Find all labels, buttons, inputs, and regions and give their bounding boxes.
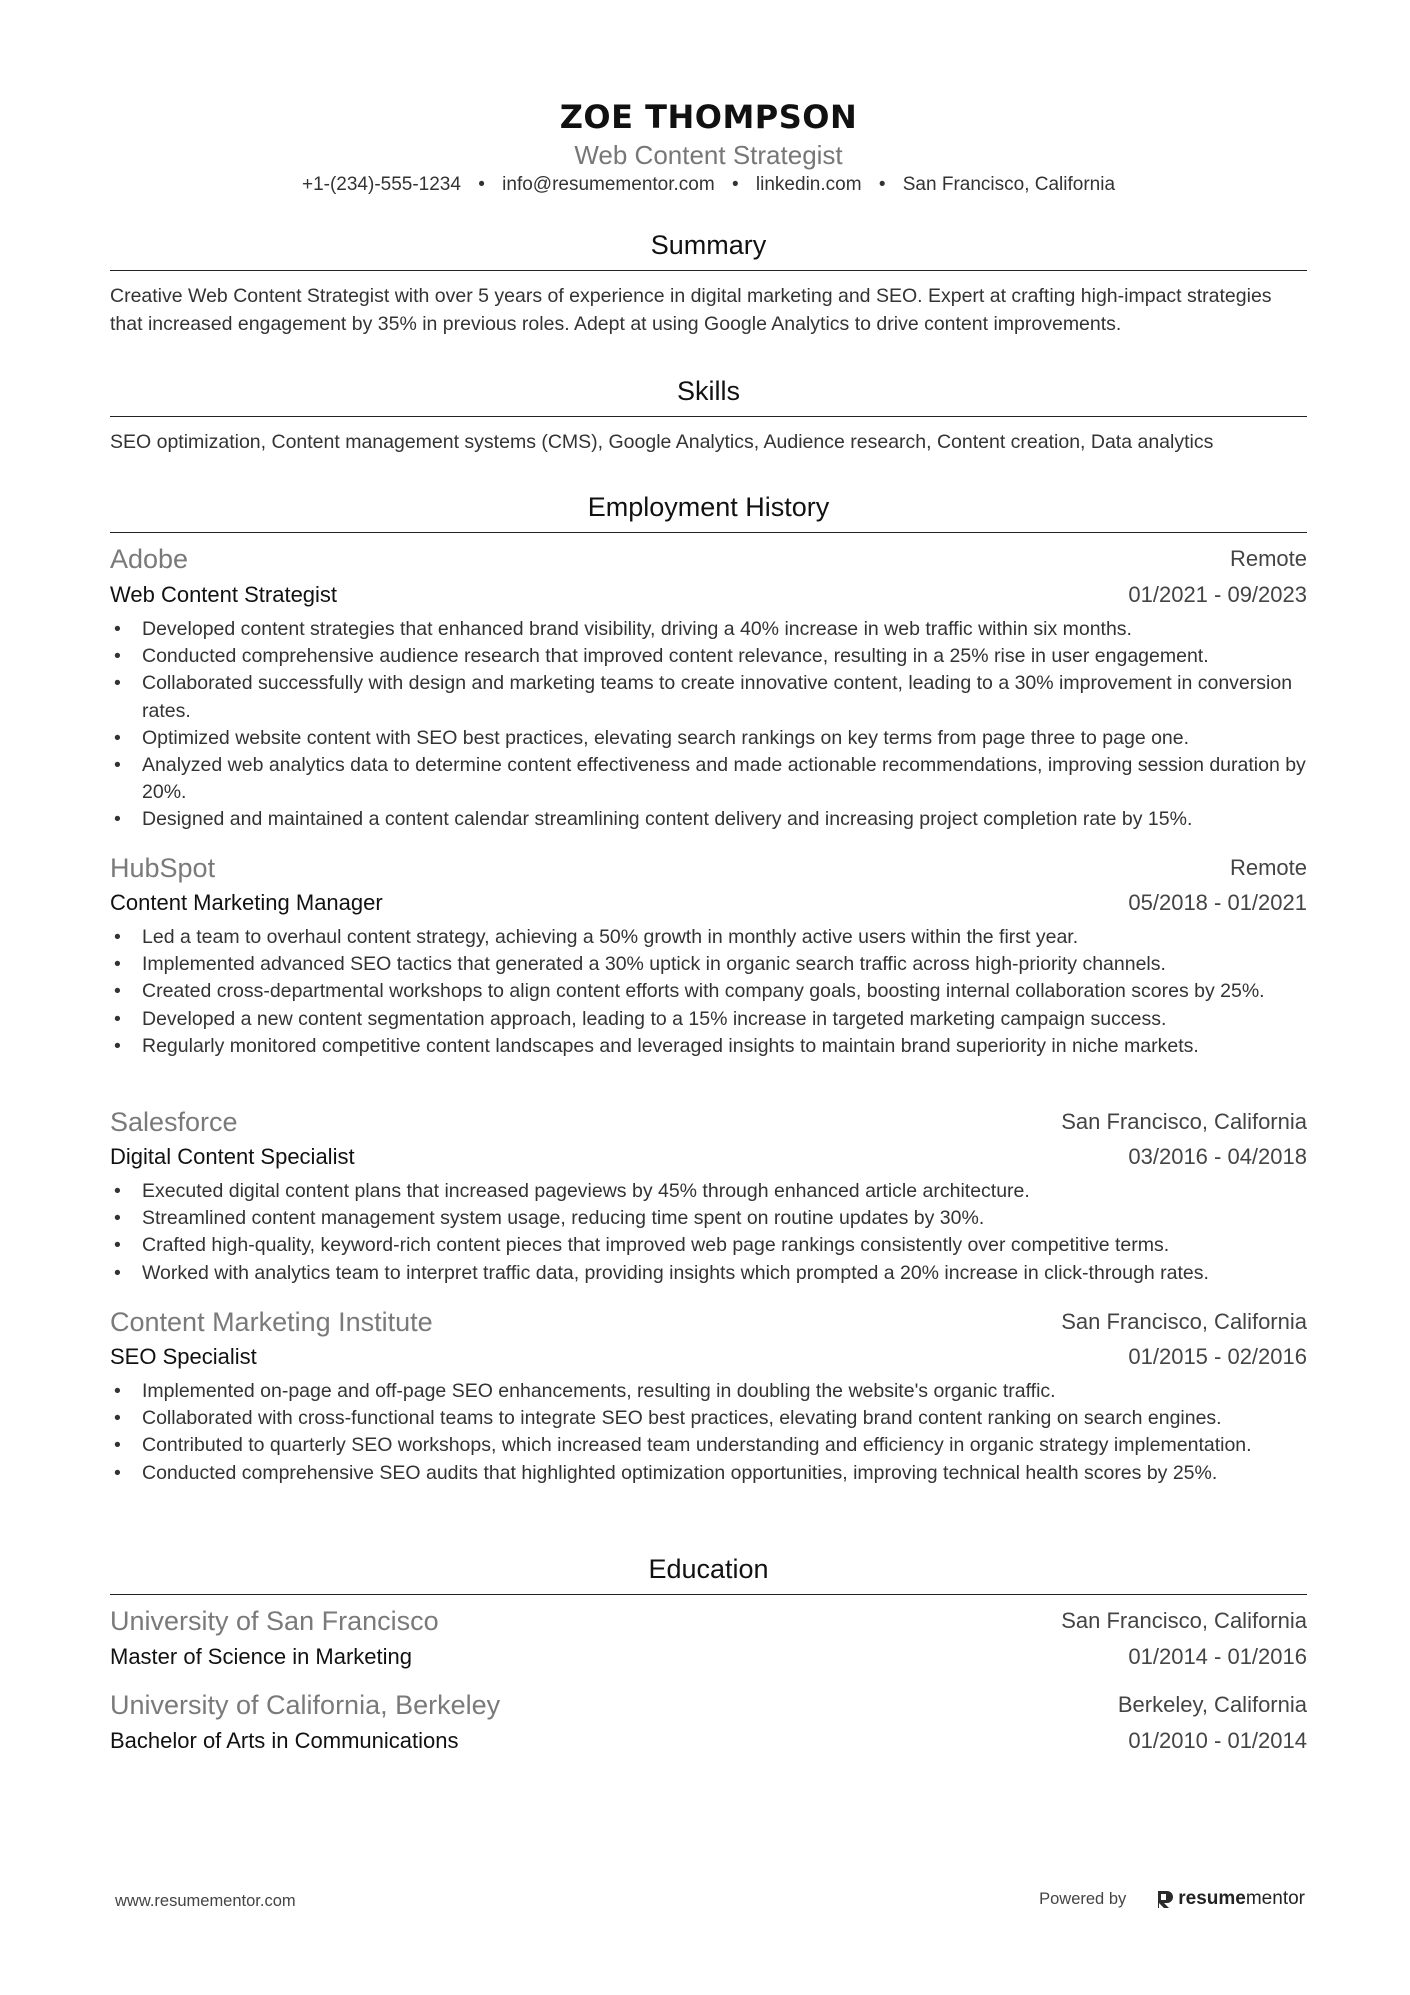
list-item: • Collaborated successfully with design and marketing teams to create innovative content, leading to a 30% improvement in conversion rates. (110, 670, 1307, 724)
list-item: • Analyzed web analytics data to determine content effectiveness and made actionable recommendations, improving session duration by 20%. (110, 752, 1307, 806)
school-name: University of San Francisco (110, 1606, 439, 1636)
email: info@resumementor.com (502, 174, 715, 195)
employment-heading: Employment History (587, 492, 830, 522)
list-item: • Worked with analytics team to interpret traffic data, providing insights which prompted a 20% increase in click-through rates. (110, 1260, 1307, 1287)
job-location: San Francisco, California (1061, 1309, 1307, 1334)
logo-text-rest: mentor (1245, 1888, 1305, 1909)
summary-text: Creative Web Content Strategist with over 5 years of experience in digital marketing and SEO. Expert at crafting high-impact strategies that increased engagement by 35% in previous roles. Adept at using Google Analytics to drive content improvements. (110, 285, 1272, 335)
candidate-title: Web Content Strategist (574, 140, 843, 170)
linkedin: linkedin.com (755, 174, 862, 195)
job-location: Remote (1229, 855, 1307, 880)
degree: Master of Science in Marketing (110, 1644, 413, 1669)
job-dates: 03/2016 - 04/2018 (1128, 1144, 1307, 1169)
job-bullets (110, 1378, 1307, 1487)
powered-by-text: Powered by (1039, 1889, 1127, 1908)
resumementor-logo[interactable] (1156, 1888, 1305, 1910)
education-heading: Education (648, 1554, 769, 1584)
footer-website-link[interactable]: www.resumementor.com (115, 1892, 296, 1910)
job-role: Web Content Strategist (110, 582, 338, 607)
footer-branding (1039, 1888, 1305, 1910)
separator-dot: • (731, 174, 739, 195)
logo-mark-icon (1156, 1889, 1174, 1909)
list-item: • Contributed to quarterly SEO workshops, which increased team understanding and efficiency in organic strategy implementation. (110, 1432, 1307, 1459)
separator-dot: • (878, 174, 886, 195)
phone: +1-(234)-555-1234 (301, 174, 461, 195)
summary-heading: Summary (650, 230, 767, 260)
job-location: San Francisco, California (1061, 1109, 1307, 1134)
logo-text-bold: resume (1178, 1888, 1246, 1909)
list-item: • Implemented on-page and off-page SEO enhancements, resulting in doubling the website's organic traffic. (110, 1378, 1307, 1405)
job-dates: 05/2018 - 01/2021 (1128, 890, 1307, 915)
summary-divider (110, 270, 1307, 271)
list-item: • Developed a new content segmentation approach, leading to a 15% increase in targeted marketing campaign success. (110, 1006, 1307, 1033)
job-bullets (110, 1178, 1307, 1287)
list-item: • Led a team to overhaul content strategy, achieving a 50% growth in monthly active users within the first year. (110, 924, 1307, 951)
list-item: • Optimized website content with SEO best practices, elevating search rankings on key terms from page three to page one. (110, 725, 1307, 752)
school-dates: 01/2014 - 01/2016 (1128, 1644, 1307, 1669)
job-company: Salesforce (110, 1107, 238, 1137)
list-item: • Developed content strategies that enhanced brand visibility, driving a 40% increase in web traffic within six months. (110, 616, 1307, 643)
job-role: SEO Specialist (110, 1344, 257, 1369)
school-location: Berkeley, California (1117, 1692, 1307, 1717)
job-location: Remote (1229, 546, 1307, 571)
list-item: • Implemented advanced SEO tactics that generated a 30% uptick in organic search traffic across high-priority channels. (110, 951, 1307, 978)
separator-dot: • (478, 174, 485, 195)
job-company: Adobe (110, 544, 189, 574)
skills-text: SEO optimization, Content management systems (CMS), Google Analytics, Audience research, Content creation, Data analytics (110, 431, 1214, 453)
list-item: • Conducted comprehensive audience research that improved content relevance, resulting in a 25% rise in user engagement. (110, 643, 1307, 670)
degree: Bachelor of Arts in Communications (110, 1728, 459, 1753)
list-item: • Crafted high-quality, keyword-rich content pieces that improved web page rankings consistently over competitive terms. (110, 1232, 1307, 1259)
list-item: • Executed digital content plans that increased pageviews by 45% through enhanced article architecture. (110, 1178, 1307, 1205)
school-dates: 01/2010 - 01/2014 (1128, 1728, 1307, 1753)
contact-line (110, 174, 1307, 196)
employment-divider (110, 532, 1307, 533)
list-item: • Regularly monitored competitive content landscapes and leveraged insights to maintain brand superiority in niche markets. (110, 1033, 1307, 1060)
list-item: • Conducted comprehensive SEO audits that highlighted optimization opportunities, improving technical health scores by 25%. (110, 1460, 1307, 1487)
job-bullets (110, 924, 1307, 1060)
skills-heading: Skills (676, 376, 740, 406)
candidate-name: ZOE THOMPSON (559, 98, 858, 136)
job-role: Content Marketing Manager (110, 890, 383, 915)
school-location: San Francisco, California (1061, 1608, 1307, 1633)
education-divider (110, 1594, 1307, 1595)
job-company: HubSpot (110, 853, 216, 883)
list-item: • Designed and maintained a content calendar streamlining content delivery and increasing project completion rate by 15%. (110, 806, 1307, 833)
location: San Francisco, California (902, 174, 1116, 195)
school-name: University of California, Berkeley (110, 1690, 501, 1720)
job-company: Content Marketing Institute (110, 1307, 433, 1337)
job-role: Digital Content Specialist (110, 1144, 355, 1169)
job-dates: 01/2015 - 02/2016 (1128, 1344, 1307, 1369)
job-dates: 01/2021 - 09/2023 (1128, 582, 1307, 607)
list-item: • Collaborated with cross-functional teams to integrate SEO best practices, elevating brand content ranking on search engines. (110, 1405, 1307, 1432)
job-bullets (110, 616, 1307, 834)
list-item: • Created cross-departmental workshops to align content efforts with company goals, boosting internal collaboration scores by 25%. (110, 978, 1307, 1005)
skills-divider (110, 416, 1307, 417)
list-item: • Streamlined content management system usage, reducing time spent on routine updates by 30%. (110, 1205, 1307, 1232)
